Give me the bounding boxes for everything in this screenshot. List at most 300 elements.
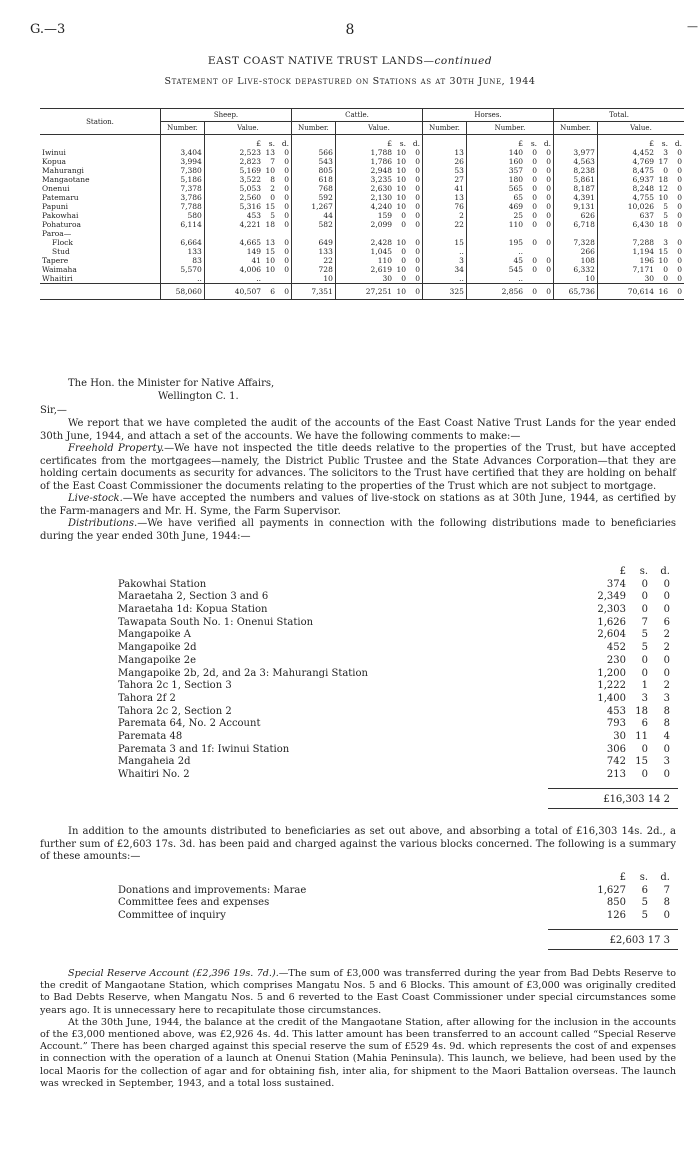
- money-part: 0: [284, 157, 290, 166]
- number-cell: [423, 202, 467, 211]
- number-cell: [292, 256, 336, 265]
- number-cell: [161, 148, 205, 157]
- paragraph-summary: [40, 826, 676, 864]
- amount-part: 2,303: [597, 604, 626, 616]
- count: 53: [454, 166, 464, 175]
- value-cell: [204, 220, 291, 229]
- distributions-heading: Distributions.: [68, 518, 138, 529]
- money-part: 453: [246, 211, 262, 220]
- money-part: 0: [415, 211, 421, 220]
- list-item: [118, 642, 678, 655]
- item-label: Mangapoike A: [118, 629, 192, 641]
- page-number: 8: [345, 22, 355, 38]
- number-cell: [292, 193, 336, 202]
- list-item: [118, 706, 678, 719]
- amount-part: 2: [663, 642, 670, 654]
- value-cell: [204, 211, 291, 220]
- amount-part: 3: [641, 692, 648, 704]
- item-label: Mangaheia 2d: [118, 756, 191, 768]
- money-part: 15: [265, 202, 276, 211]
- money-part: 0: [677, 202, 682, 211]
- money-part: 160: [508, 157, 524, 166]
- count: 7,378: [180, 184, 202, 193]
- value-cell: [204, 284, 291, 300]
- money-part: 0: [284, 247, 290, 256]
- number-cell: [423, 274, 467, 284]
- money-part: 45: [513, 256, 524, 265]
- amount-part: 4: [663, 730, 670, 742]
- money-part: 5,316: [239, 202, 262, 211]
- money-part: 0: [415, 193, 421, 202]
- number-cell: [292, 265, 336, 274]
- count: ..: [459, 247, 464, 256]
- value-cell: [335, 238, 422, 247]
- value-cell: [597, 202, 684, 211]
- number-cell: [161, 193, 205, 202]
- money-part: 3,522: [239, 175, 262, 184]
- money-part: 1,194: [632, 247, 654, 256]
- list-item: [118, 885, 678, 898]
- amount-part: 2,349: [597, 591, 626, 603]
- table-row: [40, 238, 684, 247]
- amount-part: 0: [641, 743, 648, 755]
- money-part: 469: [508, 202, 524, 211]
- money-part: 0: [284, 238, 290, 247]
- unit-label: £: [619, 566, 626, 577]
- money-part: 140: [508, 148, 524, 157]
- count: 580: [187, 211, 202, 220]
- money-part: 0: [532, 175, 538, 184]
- station-name: Flock: [52, 238, 73, 247]
- money-part: 357: [508, 166, 524, 175]
- count: 626: [580, 211, 595, 220]
- money-part: 17: [658, 157, 668, 166]
- amount-part: 6: [641, 884, 648, 896]
- sub-header: Value.: [335, 122, 422, 135]
- money-part: 10: [396, 287, 407, 296]
- money-part: 0: [401, 220, 407, 229]
- money-part: 0: [284, 175, 290, 184]
- amount-part: 0: [663, 578, 670, 590]
- number-cell: [292, 175, 336, 184]
- unit-label: £: [387, 139, 393, 148]
- station-name: Stud: [52, 247, 70, 256]
- money-part: 0: [546, 148, 552, 157]
- item-label: Pakowhai Station: [118, 578, 207, 590]
- value-cell: [466, 193, 553, 202]
- amount-part: 1,222: [597, 680, 626, 692]
- count: 3: [459, 256, 464, 265]
- money-part: 0: [546, 256, 552, 265]
- count: 26: [454, 157, 464, 166]
- amount-part: 1,200: [597, 667, 626, 679]
- number-cell: [554, 175, 598, 184]
- addressee: The Hon. the Minister for Native Affairs,: [68, 378, 275, 389]
- amount-part: 7: [641, 616, 648, 628]
- list-item: [118, 910, 678, 923]
- value-cell: [204, 247, 291, 256]
- unit-cell: [466, 135, 553, 149]
- value-cell: [466, 247, 553, 256]
- count: 83: [192, 256, 202, 265]
- list-item: [118, 591, 678, 604]
- value-cell: [335, 265, 422, 274]
- value-cell: [597, 184, 684, 193]
- money-part: 180: [508, 175, 524, 184]
- number-cell: [292, 247, 336, 256]
- count: 9,131: [573, 202, 595, 211]
- count: 4,563: [573, 157, 595, 166]
- table-row: [40, 247, 684, 256]
- count: 3,404: [180, 148, 202, 157]
- money-part: 0: [663, 265, 668, 274]
- money-part: 10: [396, 166, 407, 175]
- amount-part: 8: [663, 718, 670, 730]
- count: 3,786: [180, 193, 202, 202]
- money-part: 10: [396, 202, 407, 211]
- amount-part: 850: [606, 897, 626, 909]
- money-part: 13: [265, 238, 276, 247]
- money-part: 10: [396, 148, 407, 157]
- count: 3,977: [573, 148, 595, 157]
- count: 133: [187, 247, 202, 256]
- money-part: 0: [546, 202, 552, 211]
- margin-mark: —: [687, 20, 698, 33]
- amount-part: 0: [663, 667, 670, 679]
- money-part: 159: [377, 211, 393, 220]
- value-cell: [597, 229, 684, 238]
- money-part: 10: [658, 256, 668, 265]
- list-item: [118, 655, 678, 668]
- unit-label: d.: [543, 139, 552, 148]
- table-caption: Statement of Live-stock depastured on Stations as at 30th June, 1944: [164, 76, 536, 87]
- paragraph-livestock: [40, 493, 676, 518]
- money-part: 16: [658, 287, 668, 296]
- unit-cell: [161, 135, 205, 149]
- table-row: [40, 202, 684, 211]
- number-cell: [161, 247, 205, 256]
- sub-header: Number.: [466, 122, 553, 135]
- list-item: [118, 756, 678, 769]
- table-total-row: [40, 284, 684, 300]
- money-part: 0: [532, 157, 538, 166]
- amount-part: 5: [641, 642, 648, 654]
- money-part: 30: [644, 274, 654, 283]
- units-row: [40, 135, 684, 149]
- money-part: 0: [677, 238, 682, 247]
- table-row: [40, 148, 684, 157]
- money-part: 0: [415, 265, 421, 274]
- money-part: 5: [270, 211, 276, 220]
- item-label: Whaitiri No. 2: [118, 769, 190, 780]
- amount-part: 453: [606, 705, 626, 717]
- value-cell: [466, 211, 553, 220]
- paragraph-distributions: [40, 518, 676, 543]
- number-cell: [161, 211, 205, 220]
- unit-cell: [423, 135, 467, 149]
- number-cell: [423, 229, 467, 238]
- unit-label: s.: [530, 139, 538, 148]
- amount-part: 5: [641, 910, 648, 922]
- value-cell: [204, 148, 291, 157]
- value-cell: [466, 175, 553, 184]
- count: 6,332: [573, 265, 595, 274]
- money-part: 0: [532, 256, 538, 265]
- value-cell: [204, 166, 291, 175]
- number-cell: [161, 229, 205, 238]
- money-part: 0: [677, 287, 682, 296]
- money-part: 0: [284, 148, 290, 157]
- count: 27: [454, 175, 464, 184]
- amount-part: 126: [606, 910, 626, 922]
- value-cell: [204, 238, 291, 247]
- money-part: 0: [532, 220, 538, 229]
- value-cell: [466, 220, 553, 229]
- value-cell: [335, 157, 422, 166]
- page-title: [0, 55, 700, 67]
- value-cell: [597, 238, 684, 247]
- sub-header: Value.: [204, 122, 291, 135]
- money-part: 0: [677, 175, 682, 184]
- list-item: [118, 744, 678, 757]
- money-part: 2,823: [239, 157, 262, 166]
- value-cell: [335, 193, 422, 202]
- money-part: 0: [284, 193, 290, 202]
- number-cell: [161, 265, 205, 274]
- table-row: [40, 274, 684, 284]
- number-cell: [161, 284, 205, 300]
- station-name: Mahurangi: [42, 166, 84, 175]
- livestock-text: —We have accepted the numbers and values of live-stock on stations as at 30th June, 1944, as certified by the Farm-managers and Mr. H. Syme, the Farm Supervisor.: [40, 493, 676, 517]
- value-cell: [466, 166, 553, 175]
- count: 15: [454, 238, 464, 247]
- value-cell: [204, 274, 291, 284]
- amount-part: 452: [606, 642, 626, 654]
- number-cell: [423, 157, 467, 166]
- item-label: Paremata 64, No. 2 Account: [118, 718, 261, 730]
- paragraph-audit: We report that we have completed the audit of the accounts of the East Coast Native Trust Lands for the year ended 30th June, 1944, and attach a set of the accounts. We have the following comments to make:—: [40, 418, 676, 442]
- money-part: 0: [546, 287, 552, 296]
- money-part: 30: [382, 274, 393, 283]
- money-part: 0: [546, 265, 552, 274]
- number-cell: [554, 157, 598, 166]
- money-part: 5: [663, 202, 668, 211]
- money-part: 0: [270, 193, 276, 202]
- value-cell: [597, 148, 684, 157]
- unit-cell: [597, 135, 684, 149]
- item-label: Mangapoike 2b, 2d, and 2a 3: Mahurangi Station: [118, 667, 368, 679]
- list-item: [118, 668, 678, 681]
- money-part: 110: [508, 220, 524, 229]
- money-part: 10: [265, 265, 276, 274]
- count: 768: [318, 184, 333, 193]
- number-cell: [292, 229, 336, 238]
- station-name: Paroa—: [42, 229, 72, 238]
- amount-part: 0: [663, 604, 670, 616]
- money-part: 10: [265, 256, 276, 265]
- unit-label: s.: [399, 139, 407, 148]
- money-part: 0: [546, 220, 552, 229]
- amount-part: 11: [635, 730, 648, 742]
- money-part: 0: [663, 166, 668, 175]
- distributions-text: —We have verified all payments in connection with the following distributions made to beneficiaries during the year ended 30th June, 1944:—: [40, 518, 676, 542]
- value-cell: [597, 265, 684, 274]
- money-part: 70,614: [627, 287, 654, 296]
- unit-label: d.: [281, 139, 290, 148]
- count: 3,994: [180, 157, 202, 166]
- money-part: 0: [546, 193, 552, 202]
- money-part: 4,665: [239, 238, 262, 247]
- amount-part: 3: [663, 756, 670, 768]
- value-cell: [335, 202, 422, 211]
- money-part: 0: [284, 184, 290, 193]
- number-cell: [161, 220, 205, 229]
- station-name: Papuni: [42, 202, 69, 211]
- reserve-section: [40, 968, 676, 1090]
- money-part: 13: [265, 148, 276, 157]
- money-part: 5: [663, 211, 668, 220]
- group-horses: Horses.: [423, 109, 554, 122]
- money-part: 0: [546, 184, 552, 193]
- count: 7,328: [573, 238, 595, 247]
- money-part: 8: [270, 175, 276, 184]
- number-cell: [292, 157, 336, 166]
- value-cell: [466, 202, 553, 211]
- value-cell: [597, 211, 684, 220]
- money-part: 0: [663, 274, 668, 283]
- count: 76: [454, 202, 464, 211]
- money-part: 10,026: [627, 202, 654, 211]
- money-part: 0: [532, 265, 538, 274]
- value-cell: [597, 284, 684, 300]
- amount-part: 0: [663, 743, 670, 755]
- money-part: 0: [284, 220, 290, 229]
- divider: [548, 929, 678, 930]
- reserve-text: —The sum of £3,000 was transferred during the year from Bad Debts Reserve to the credit of Mangaotane Station, which comprises Mangatu Nos. 5 and 6 Blocks. This amount of £3,000 was originally credited to Bad Debts Reserve, when Mangatu Nos. 5 and 6 reverted to the East Coast Commissioner under special circumstances some years ago. It is unnecessary here to recapitulate those circumstances.: [40, 968, 676, 1016]
- money-part: 0: [546, 157, 552, 166]
- number-cell: [161, 256, 205, 265]
- money-part: 0: [415, 274, 421, 283]
- money-part: 4,006: [239, 265, 262, 274]
- unit-label: d.: [660, 566, 670, 577]
- money-part: 565: [508, 184, 524, 193]
- station-name: Kopua: [42, 157, 67, 166]
- table-row: [40, 211, 684, 220]
- divider: [548, 788, 678, 789]
- item-label: Tahora 2f 2: [118, 692, 176, 704]
- count: 266: [580, 247, 595, 256]
- money-part: 2,619: [370, 265, 393, 274]
- table-row: [40, 256, 684, 265]
- unit-cell: [554, 135, 598, 149]
- sub-header: Number.: [292, 122, 336, 135]
- money-part: 0: [546, 175, 552, 184]
- amount-part: 1: [641, 680, 648, 692]
- money-part: 10: [396, 184, 407, 193]
- number-cell: [292, 274, 336, 284]
- money-part: 0: [284, 256, 290, 265]
- number-cell: [423, 284, 467, 300]
- number-cell: [292, 166, 336, 175]
- count: 325: [449, 287, 464, 296]
- amount-part: 306: [606, 743, 626, 755]
- money-part: 1,788: [370, 148, 393, 157]
- money-part: 0: [415, 220, 421, 229]
- money-part: 0: [677, 220, 682, 229]
- item-label: Paremata 48: [118, 730, 183, 742]
- money-part: 0: [532, 148, 538, 157]
- number-cell: [554, 148, 598, 157]
- money-part: 6,937: [632, 175, 654, 184]
- value-cell: [597, 157, 684, 166]
- amount-part: 2: [663, 629, 670, 641]
- money-part: 12: [658, 184, 668, 193]
- number-cell: [292, 148, 336, 157]
- count: 2: [459, 211, 464, 220]
- amount-part: 15: [635, 756, 648, 768]
- value-cell: [335, 220, 422, 229]
- money-part: 0: [415, 256, 421, 265]
- money-part: 3: [663, 238, 668, 247]
- unit-label: £: [518, 139, 524, 148]
- distributions-list: [118, 566, 678, 809]
- count: 44: [323, 211, 333, 220]
- money-part: 0: [532, 193, 538, 202]
- count: 5,570: [180, 265, 202, 274]
- value-cell: [335, 256, 422, 265]
- money-part: 0: [546, 211, 552, 220]
- money-part: 2,948: [370, 166, 393, 175]
- number-cell: [554, 193, 598, 202]
- amount-part: 0: [641, 578, 648, 590]
- value-cell: [597, 256, 684, 265]
- table-row: [40, 175, 684, 184]
- unit-label: d.: [674, 139, 682, 148]
- count: 582: [318, 220, 333, 229]
- money-part: 8,248: [632, 184, 654, 193]
- money-part: 0: [677, 157, 682, 166]
- amount-part: 7: [663, 884, 670, 896]
- table-row: [40, 265, 684, 274]
- number-cell: [292, 238, 336, 247]
- freehold-text: —We have not inspected the title deeds relative to the properties of the Trust, but have accepted certificates from the mortgagees—namely, the District Public Trustee and the State Advances Corporation—that they are holding certain documents as security for advances. The solicitors to the Trust have certified that they are holding on behalf of the East Coast Commissioner the documents relating to the properties of the Trust which are not subject to mortgage.: [40, 443, 676, 492]
- amount-part: 2: [663, 680, 670, 692]
- paragraph-balance: At the 30th June, 1944, the balance at the credit of the Mangaotane Station, after allowing for the inclusion in the accounts of the £3,000 mentioned above, was £2,926 4s. 4d. This latter amount has been transferred to an account called “Special Reserve Account.” There has been charged against this special reserve the sum of £529 4s. 9d. which represents the cost of and expenses in connection with the operation of a launch at Onenui Station (Mahia Peninsula). This launch, we believe, had been used by the local Maoris for the collection of agar and for obtaining fish, inter alia, for shipment to the Maori Battalion overseas. The launch was wrecked in September, 1943, and a total loss sustained.: [40, 1016, 676, 1089]
- value-cell: [204, 256, 291, 265]
- count: 543: [318, 157, 333, 166]
- money-part: 4,452: [632, 148, 654, 157]
- table-row: [40, 166, 684, 175]
- table-row: [40, 229, 684, 238]
- amount-part: 18: [635, 705, 648, 717]
- value-cell: [335, 184, 422, 193]
- sub-header: Number.: [554, 122, 598, 135]
- item-label: Maraetaha 1d: Kopua Station: [118, 604, 268, 616]
- amount-part: 6: [663, 616, 670, 628]
- value-cell: [335, 274, 422, 284]
- station-name: Pakowhai: [42, 211, 79, 220]
- money-part: 18: [265, 220, 276, 229]
- money-part: 0: [677, 148, 682, 157]
- amount-part: 6: [641, 718, 648, 730]
- money-part: 40,507: [234, 287, 262, 296]
- amount-part: 213: [606, 769, 626, 780]
- station-name: Whaitiri: [42, 274, 73, 283]
- value-cell: [466, 238, 553, 247]
- money-part: 10: [658, 193, 668, 202]
- money-part: 15: [658, 247, 668, 256]
- sub-header: Number.: [423, 122, 467, 135]
